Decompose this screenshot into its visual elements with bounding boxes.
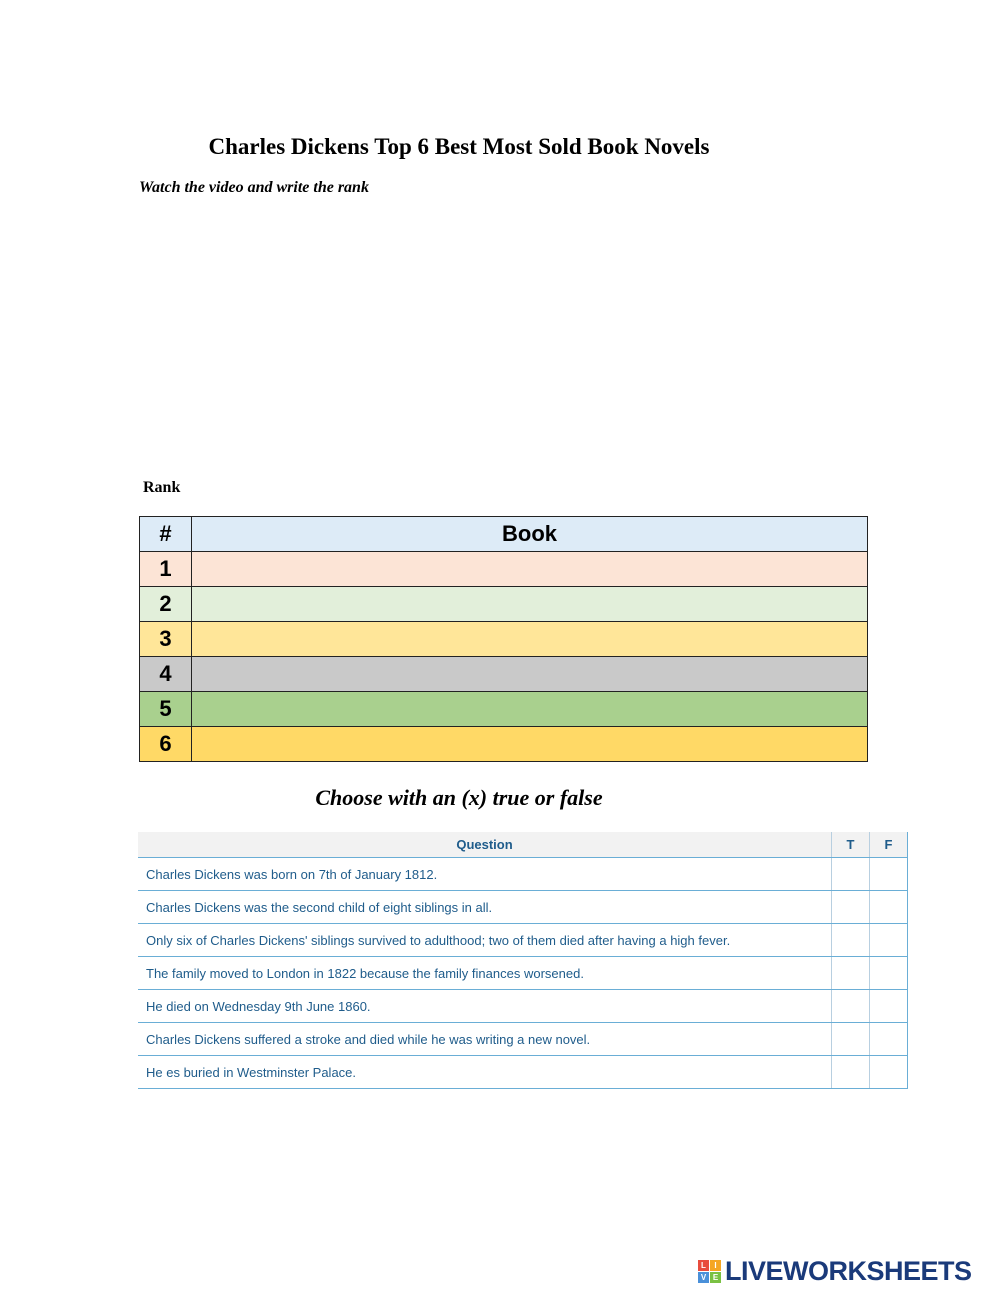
tf-false-cell[interactable] bbox=[870, 858, 908, 891]
tf-row bbox=[138, 957, 908, 990]
tf-header-false: F bbox=[870, 832, 908, 858]
tf-question: The family moved to London in 1822 because the family finances worsened. bbox=[138, 957, 832, 990]
tf-table-header bbox=[138, 832, 908, 858]
tf-true-cell[interactable] bbox=[832, 924, 870, 957]
rank-book-cell[interactable] bbox=[192, 657, 868, 692]
tf-false-cell[interactable] bbox=[870, 990, 908, 1023]
tf-true-cell[interactable] bbox=[832, 1023, 870, 1056]
tf-true-cell[interactable] bbox=[832, 1056, 870, 1089]
tf-title: Choose with an (x) true or false bbox=[315, 785, 603, 810]
tf-row bbox=[138, 858, 908, 891]
tf-true-cell[interactable] bbox=[832, 957, 870, 990]
tf-false-cell[interactable] bbox=[870, 924, 908, 957]
tf-row bbox=[138, 1056, 908, 1089]
tf-question: He es buried in Westminster Palace. bbox=[138, 1056, 832, 1089]
rank-number: 2 bbox=[140, 587, 192, 622]
tf-question: Only six of Charles Dickens' siblings survived to adulthood; two of them died after having a high fever. bbox=[138, 924, 832, 957]
tf-false-cell[interactable] bbox=[870, 1056, 908, 1089]
rank-book-cell[interactable] bbox=[192, 727, 868, 762]
tf-row bbox=[138, 1023, 908, 1056]
live-logo-icon bbox=[698, 1260, 721, 1283]
logo-letter-i: I bbox=[710, 1260, 721, 1271]
tf-header-true: T bbox=[832, 832, 870, 858]
logo-letter-l: L bbox=[698, 1260, 709, 1271]
rank-row bbox=[140, 622, 868, 657]
rank-row bbox=[140, 692, 868, 727]
logo-letter-e: E bbox=[710, 1272, 721, 1283]
instruction-text: Watch the video and write the rank bbox=[139, 179, 369, 196]
rank-number: 1 bbox=[140, 552, 192, 587]
rank-book-cell[interactable] bbox=[192, 622, 868, 657]
rank-row bbox=[140, 657, 868, 692]
tf-header-question: Question bbox=[138, 832, 832, 858]
rank-book-cell[interactable] bbox=[192, 587, 868, 622]
tf-true-cell[interactable] bbox=[832, 891, 870, 924]
rank-row bbox=[140, 552, 868, 587]
liveworksheets-logo bbox=[698, 1256, 972, 1287]
logo-text: LIVEWORKSHEETS bbox=[725, 1256, 972, 1286]
rank-book-cell[interactable] bbox=[192, 552, 868, 587]
rank-book-cell[interactable] bbox=[192, 692, 868, 727]
rank-row bbox=[140, 587, 868, 622]
tf-row bbox=[138, 990, 908, 1023]
rank-table-header bbox=[140, 517, 868, 552]
rank-number: 6 bbox=[140, 727, 192, 762]
tf-question: Charles Dickens suffered a stroke and died while he was writing a new novel. bbox=[138, 1023, 832, 1056]
tf-false-cell[interactable] bbox=[870, 1023, 908, 1056]
rank-number: 3 bbox=[140, 622, 192, 657]
rank-number: 4 bbox=[140, 657, 192, 692]
tf-true-cell[interactable] bbox=[832, 858, 870, 891]
rank-label: Rank bbox=[143, 479, 181, 496]
page-title: Charles Dickens Top 6 Best Most Sold Book Novels bbox=[208, 134, 710, 159]
tf-false-cell[interactable] bbox=[870, 957, 908, 990]
tf-row bbox=[138, 924, 908, 957]
true-false-table bbox=[138, 832, 908, 1089]
rank-header-num: # bbox=[140, 517, 192, 552]
rank-table bbox=[139, 516, 868, 762]
tf-question: He died on Wednesday 9th June 1860. bbox=[138, 990, 832, 1023]
rank-number: 5 bbox=[140, 692, 192, 727]
rank-row bbox=[140, 727, 868, 762]
tf-true-cell[interactable] bbox=[832, 990, 870, 1023]
tf-row bbox=[138, 891, 908, 924]
tf-false-cell[interactable] bbox=[870, 891, 908, 924]
logo-letter-v: V bbox=[698, 1272, 709, 1283]
tf-question: Charles Dickens was the second child of eight siblings in all. bbox=[138, 891, 832, 924]
rank-header-book: Book bbox=[192, 517, 868, 552]
tf-question: Charles Dickens was born on 7th of January 1812. bbox=[138, 858, 832, 891]
